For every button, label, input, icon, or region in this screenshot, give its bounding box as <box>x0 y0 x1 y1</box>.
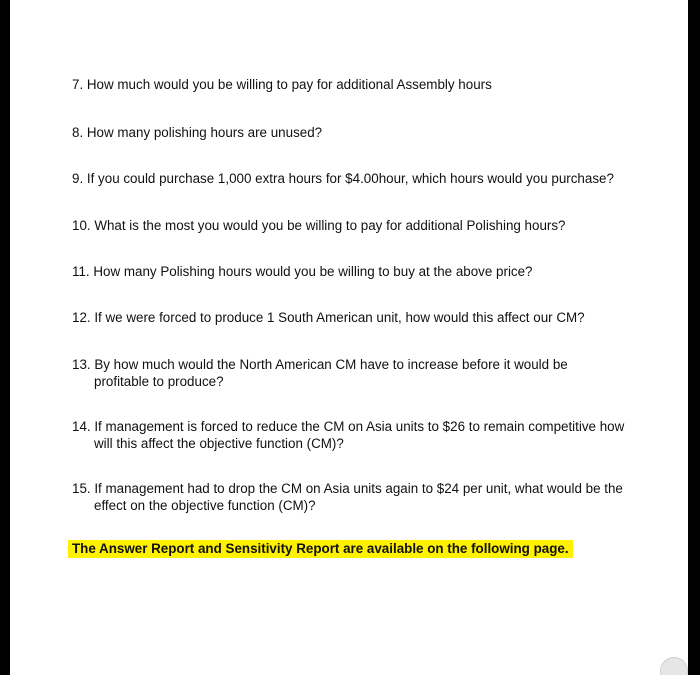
question-12-text: 12. If we were forced to produce 1 South American unit, how would this affect our CM? <box>72 310 585 325</box>
question-15 <box>72 480 652 514</box>
question-7-text: 7. How much would you be willing to pay for additional Assembly hours <box>72 77 492 92</box>
question-15-text: 15. If management had to drop the CM on Asia units again to $24 per unit, what would be the <box>72 481 623 496</box>
question-13-continuation: profitable to produce? <box>94 374 224 389</box>
question-10-text: 10. What is the most you would you be willing to pay for additional Polishing hours? <box>72 218 566 233</box>
question-15-continuation: effect on the objective function (CM)? <box>94 498 316 513</box>
question-12 <box>72 309 652 326</box>
question-8 <box>72 124 652 141</box>
question-14 <box>72 418 652 452</box>
page-curl-icon <box>660 657 688 675</box>
question-11-text: 11. How many Polishing hours would you be willing to buy at the above price? <box>72 264 533 279</box>
question-8-text: 8. How many polishing hours are unused? <box>72 125 323 140</box>
question-14-continuation: will this affect the objective function (CM)? <box>94 436 344 451</box>
question-14-text: 14. If management is forced to reduce the CM on Asia units to $26 to remain competitive how <box>72 419 625 434</box>
question-13-text: 13. By how much would the North American CM have to increase before it would be <box>72 357 568 372</box>
highlighted-note: The Answer Report and Sensitivity Report are available on the following page. <box>68 540 573 558</box>
question-13 <box>72 356 652 390</box>
question-10 <box>72 217 652 234</box>
document-page <box>10 0 688 675</box>
question-9 <box>72 170 652 187</box>
question-11 <box>72 263 652 280</box>
question-9-text: 9. If you could purchase 1,000 extra hours for $4.00hour, which hours would you purchase? <box>72 171 614 186</box>
question-7 <box>72 76 652 93</box>
